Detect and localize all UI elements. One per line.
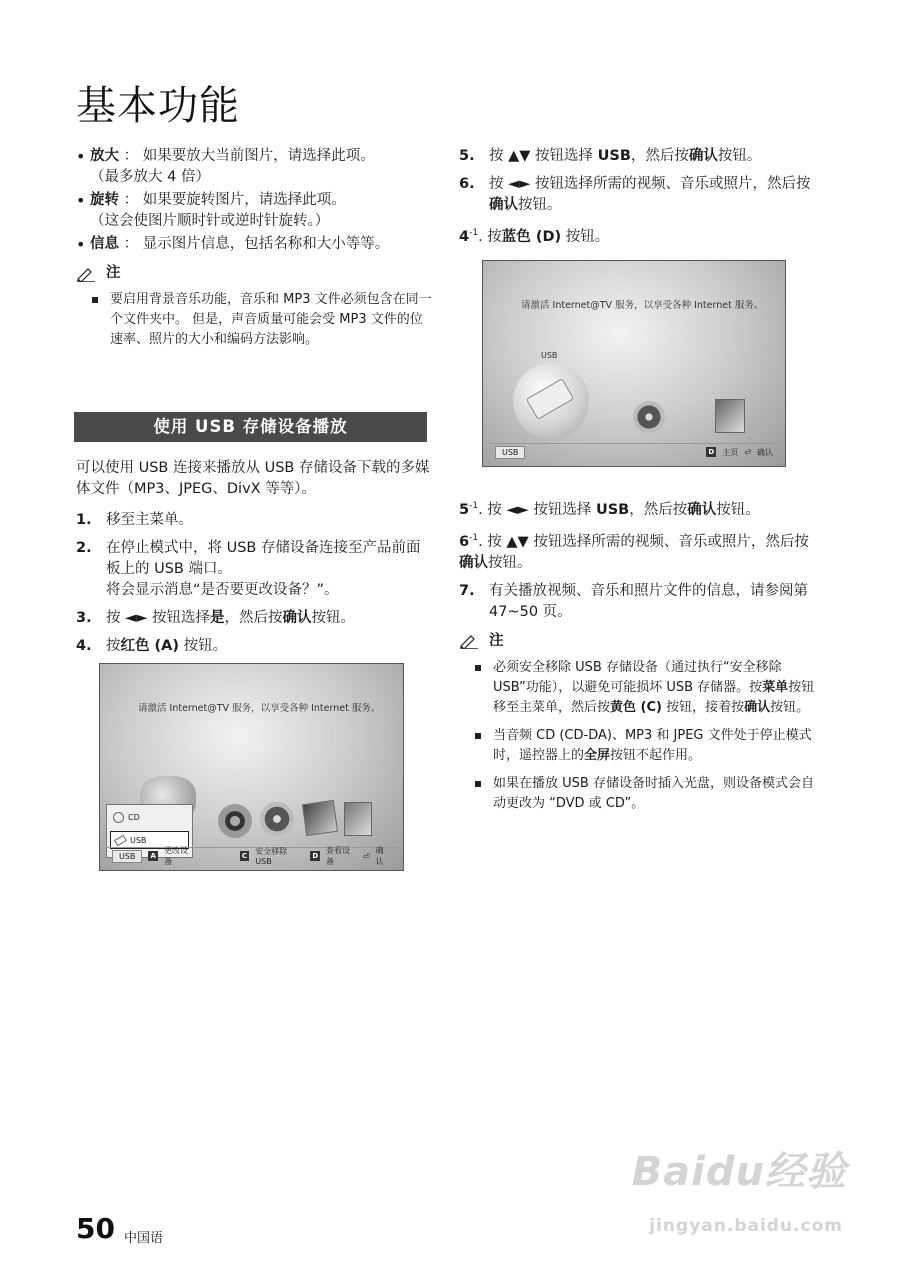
watermark-logo: Baidu经验 <box>631 1149 847 1195</box>
right-column-top <box>459 146 819 255</box>
tv-screen-home <box>482 260 786 467</box>
tv-screen-change-device <box>99 663 404 871</box>
pencil-note-icon <box>459 633 479 649</box>
note-item: 如果在播放 USB 存储设备时插入光盘，则设备模式会自动更改为 “DVD 或 CD”。 <box>459 774 819 814</box>
key-c-icon: C <box>240 851 250 861</box>
step-item: $6^{-1}$. 按 ▲▼ 按钮选择所需的视频、音乐或照片，然后按确认按钮。 <box>459 532 809 571</box>
step-item: $4^{-1}$. 按蓝色 (D) 按钮。 <box>459 228 610 245</box>
music-disc-icon[interactable] <box>260 802 294 836</box>
step-item: 5. 按 ▲▼ 按钮选择 USB，然后按确认按钮。 <box>459 148 762 164</box>
step-item: 3. 按 ◄► 按钮选择是，然后按确认按钮。 <box>76 610 356 626</box>
enter-icon: ⏎ <box>744 447 751 457</box>
device-option-usb[interactable]: USB <box>110 831 189 849</box>
video-reel-icon[interactable] <box>218 804 252 838</box>
step-item: 6. 按 ◄► 按钮选择所需的视频、音乐或照片，然后按确认按钮。 <box>459 176 811 213</box>
note-list <box>76 290 432 350</box>
list-item: • 旋转 ： 如果要旋转图片，请选择此项。 （这会使图片顺时针或逆时针旋转。） <box>76 190 432 232</box>
note-heading: 注 <box>76 263 432 284</box>
pencil-note-icon <box>76 266 96 282</box>
key-a-icon: A <box>148 851 158 861</box>
enter-icon: ⏎ <box>362 851 370 861</box>
usb-icon <box>114 834 127 846</box>
note-heading: 注 <box>459 631 819 652</box>
step-item: 4. 按红色 (A) 按钮。 <box>76 638 228 654</box>
section-header: 使用 USB 存储设备播放 <box>74 412 427 442</box>
photo-icon[interactable] <box>715 399 745 433</box>
steps-list <box>459 496 819 623</box>
disc-icon <box>113 812 124 823</box>
note-item: 要启用背景音乐功能，音乐和 MP3 文件必须包含在同一个文件夹中。 但是，声音质量可能会受 MP3 文件的位速率、照片的大小和编码方法影响。 <box>76 290 432 350</box>
photo-icon[interactable] <box>302 800 338 836</box>
intro-paragraph: 可以使用 USB 连接来播放从 USB 存储设备下载的多媒体文件（MP3、JPEG、DivX 等等）。 <box>76 460 430 497</box>
note-item: 当音频 CD (CD-DA)、MP3 和 JPEG 文件处于停止模式时，遥控器上的全屏按钮不起作用。 <box>459 726 819 766</box>
usb-drive-icon[interactable] <box>513 363 589 439</box>
step-item: $5^{-1}$. 按 ◄► 按钮选择 USB，然后按确认按钮。 <box>459 501 760 518</box>
page-number: 50 <box>76 1212 115 1245</box>
note-item: 必须安全移除 USB 存储设备（通过执行“安全移除 USB”功能），以避免可能损坏 USB 存储器。按菜单按钮移至主菜单，然后按黄色 (C) 按钮，接着按确认按钮。 <box>459 658 819 718</box>
page-language: 中国语 <box>124 1231 164 1246</box>
usb-indicator: USB <box>112 850 142 863</box>
screen-bottom-bar: USB D 主页 ⏎ 确认 <box>489 443 779 460</box>
step-item: 2. 在停止模式中，将 USB 存储设备连接至产品前面板上的 USB 端口。 将会显示消息“是否要更改设备？”。 <box>76 540 421 598</box>
left-column <box>76 146 432 358</box>
screen-bottom-bar: USB A 更改设备 C 安全移除 USB D 查看设备 ⏎ 确认 <box>106 847 397 864</box>
steps-list <box>76 510 432 657</box>
feature-bullet-list <box>76 146 432 255</box>
key-d-icon: D <box>706 447 716 457</box>
list-item: • 放大 ： 如果要放大当前图片，请选择此项。 （最多放大 4 倍） <box>76 146 432 188</box>
step-item: 7. 有关播放视频、音乐和照片文件的信息，请参阅第 47~50 页。 <box>459 582 808 620</box>
screen-message: 请激活 Internet@TV 服务，以享受各种 Internet 服务。 <box>521 300 764 311</box>
steps-list <box>459 146 819 248</box>
note-list <box>459 658 819 814</box>
music-disc-icon[interactable] <box>633 401 665 433</box>
usb-indicator: USB <box>495 446 525 459</box>
right-column-bottom <box>459 496 819 822</box>
usb-title: USB <box>541 351 558 360</box>
step-item: 1. 移至主菜单。 <box>76 512 193 528</box>
left-steps <box>76 458 432 664</box>
list-item: • 信息 ： 显示图片信息，包括名称和大小等等。 <box>76 234 432 255</box>
device-option-cd[interactable]: CD <box>107 805 192 829</box>
watermark-url: jingyan.baidu.com <box>649 1216 843 1236</box>
settings-icon[interactable] <box>344 802 372 836</box>
page-title: 基本功能 <box>76 83 240 129</box>
key-d-icon: D <box>312 852 319 860</box>
screen-message: 请激活 Internet@TV 服务，以享受各种 Internet 服务。 <box>138 703 381 714</box>
